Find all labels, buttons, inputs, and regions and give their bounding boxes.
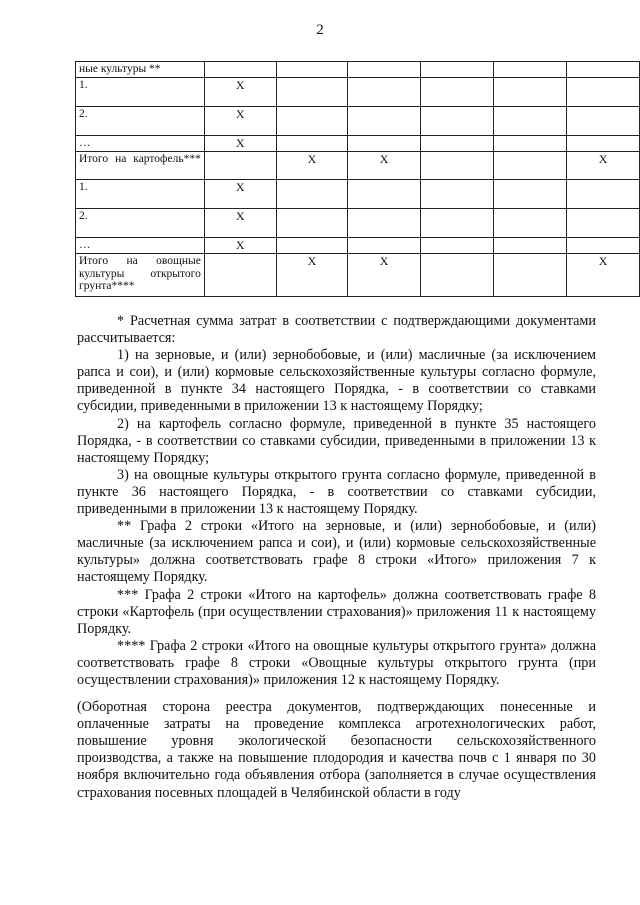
footnote-double-asterisk: ** Графа 2 строки «Итого на зерновые, и (или) зернобобовые, и (или) масличные (за исключением рапса и сои), и (или) кормовые сельскохозяйственные культуры» должна соответствовать графе 8 строки «Итого» приложения 7 к настоящему Порядку. [77, 518, 596, 586]
reverse-side-heading: (Оборотная сторона реестра документов, подтверждающих понесенные и оплаченные затраты на проведение комплекса агротехнологических работ, повышение уровня экологической безопасности сельскохозяйственного производства, а также на повышение плодородия и качества почв с 1 января по 30 ноября включительно года объявления отбора (заполняется в случае осуществления страхования посевных площадей в Челябинской области в году [77, 699, 596, 801]
table-cell [276, 135, 348, 151]
row-label: 1. [76, 77, 205, 106]
table-cell [494, 106, 567, 135]
footnote-item-3: 3) на овощные культуры открытого грунта согласно формуле, приведенной в пункте 36 настоящего Порядка, - в соответствии со ставками субсидии, приведенными в приложении 13 к настоящему Порядку. [77, 466, 596, 518]
table-cell [348, 208, 421, 237]
row-label: Итого на овощные культуры открытого грунта**** [76, 254, 205, 297]
table-cell [348, 106, 421, 135]
table-cell [348, 179, 421, 208]
table-cell [567, 237, 640, 253]
footnote-item-2: 2) на картофель согласно формуле, приведенной в пункте 35 настоящего Порядка, - в соответствии со ставками субсидии, приведенными в приложении 13 к настоящему Порядку; [77, 415, 596, 466]
footnote-single-asterisk: * Расчетная сумма затрат в соответствии с подтверждающими документами рассчитывается: [77, 313, 596, 347]
table-row [76, 208, 640, 237]
table-cell: X [567, 151, 640, 179]
table-cell: X [348, 151, 421, 179]
table-cell [348, 62, 421, 78]
row-label: 1. [76, 179, 205, 208]
table-cell [204, 151, 276, 179]
table-cell [420, 106, 493, 135]
page-number: 2 [316, 22, 324, 38]
table-cell [567, 106, 640, 135]
cost-register-table [75, 61, 640, 297]
table-cell [420, 179, 493, 208]
table-row [76, 106, 640, 135]
table-cell [494, 254, 567, 297]
row-label: ные культуры ** [76, 62, 205, 78]
table-cell [348, 135, 421, 151]
table-cell [420, 135, 493, 151]
table-cell: X [204, 135, 276, 151]
table-cell [567, 179, 640, 208]
table-cell [276, 62, 348, 78]
table-cell [494, 151, 567, 179]
footnote-item-1: 1) на зерновые, и (или) зернобобовые, и (или) масличные (за исключением рапса и сои), и (или) кормовые сельскохозяйственные культуры согласно формуле, приведенной в пункте 34 настоящего Порядка, - в соответствии со ставками субсидии, приведенными в приложении 13 к настоящему Порядку; [77, 347, 596, 415]
footnote-triple-asterisk: *** Графа 2 строки «Итого на картофель» должна соответствовать графе 8 строки «Картофель (при осуществлении страхования)» приложения 11 к настоящему Порядку. [77, 586, 596, 637]
table-cell [420, 208, 493, 237]
table-cell [420, 254, 493, 297]
row-label: 2. [76, 208, 205, 237]
table-cell [494, 237, 567, 253]
table-cell [567, 77, 640, 106]
table-cell [494, 77, 567, 106]
table-cell [420, 151, 493, 179]
table-cell [420, 237, 493, 253]
table-cell [567, 135, 640, 151]
table-cell [348, 77, 421, 106]
table-cell [420, 62, 493, 78]
table-cell [567, 208, 640, 237]
table-cell [276, 106, 348, 135]
table-cell: X [204, 179, 276, 208]
table-cell: X [276, 151, 348, 179]
table-cell [567, 62, 640, 78]
table-cell [276, 208, 348, 237]
table-cell: X [204, 208, 276, 237]
table-cell [276, 237, 348, 253]
table-cell [204, 62, 276, 78]
table-cell [494, 208, 567, 237]
table-cell: X [204, 237, 276, 253]
table-cell [494, 179, 567, 208]
table-cell [204, 254, 276, 297]
table-cell [420, 77, 493, 106]
table-cell: X [567, 254, 640, 297]
table-cell [494, 135, 567, 151]
table-cell: X [276, 254, 348, 297]
table-cell: X [204, 77, 276, 106]
table-row [76, 254, 640, 297]
table-cell [276, 77, 348, 106]
row-label: … [76, 135, 205, 151]
table-row [76, 237, 640, 253]
footnote-quadruple-asterisk: **** Графа 2 строки «Итого на овощные культуры открытого грунта» должна соответствовать графе 8 строки «Овощные культуры открытого грунта (при осуществлении страхования)» приложения 12 к настоящему Порядку. [77, 637, 596, 688]
row-label: … [76, 237, 205, 253]
table-row [76, 151, 640, 179]
row-label: Итого на картофель*** [76, 151, 205, 179]
footnotes [77, 313, 596, 802]
table-cell: X [204, 106, 276, 135]
row-label: 2. [76, 106, 205, 135]
table-cell [494, 62, 567, 78]
table-cell [348, 237, 421, 253]
table-cell [276, 179, 348, 208]
table-row [76, 62, 640, 78]
table-row [76, 77, 640, 106]
table-row [76, 135, 640, 151]
table-row [76, 179, 640, 208]
table-cell: X [348, 254, 421, 297]
